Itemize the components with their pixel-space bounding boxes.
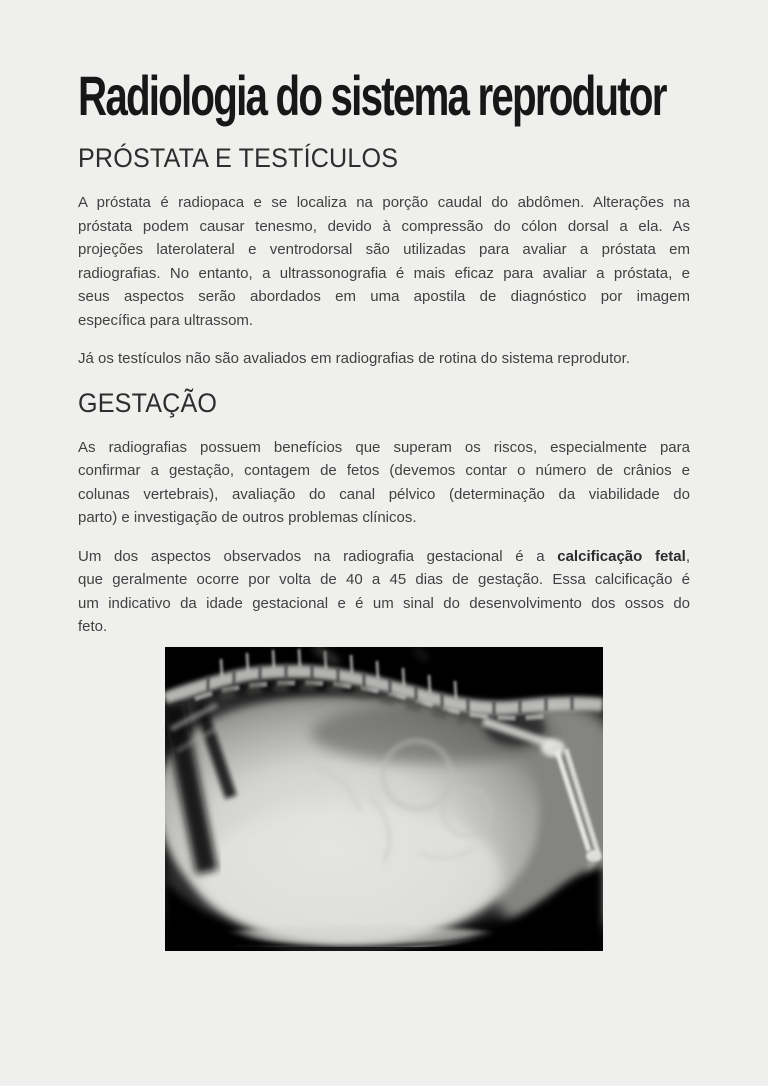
text-line: A próstata é radiopaca e se localiza na porção caudal do abdômen. Alterações na <box>78 194 690 211</box>
text-segment: Um dos aspectos observados na radiografia gestacional é a <box>78 547 558 565</box>
paragraph-gestacao-2 <box>78 545 690 639</box>
text-line: confirmar a gestação, contagem de fetos (devemos contar o número de crânios e <box>78 462 690 479</box>
text-line: específica para ultrassom. <box>78 311 254 329</box>
text-line: seus aspectos serão abordados em uma apostila de diagnóstico por imagem <box>78 288 690 305</box>
text-line: parto) e investigação de outros problemas clínicos. <box>78 509 417 526</box>
paragraph-gestacao-1 <box>78 436 690 530</box>
text-segment: , <box>685 547 690 565</box>
bold-term-calcificacao-fetal: calcificação fetal <box>557 547 686 565</box>
text-line: projeções laterolateral e ventrodorsal são utilizadas para avaliar a próstata em <box>78 241 690 258</box>
xray-figure <box>165 647 603 951</box>
section-heading-gestacao: GESTAÇÃO <box>78 387 218 418</box>
text-line: feto. <box>78 618 108 635</box>
paragraph-prostata-1 <box>78 191 690 332</box>
text-line: As radiografias possuem benefícios que superam os riscos, especialmente para <box>78 438 690 456</box>
text-line <box>78 545 690 569</box>
text-line: Já os testículos não são avaliados em radiografias de rotina do sistema reprodutor. <box>78 350 630 367</box>
text-line: um indicativo da idade gestacional e é um sinal do desenvolvimento dos ossos do <box>78 594 690 612</box>
text-line: que geralmente ocorre por volta de 40 a 45 dias de gestação. Essa calcificação é <box>78 571 690 588</box>
text-line: próstata podem causar tenesmo, devido à compressão do cólon dorsal a ela. As <box>78 217 690 235</box>
page-title: Radiologia do sistema reprodutor <box>78 64 666 127</box>
text-line: radiografias. No entanto, a ultrassonografia é mais eficaz para avaliar a próstata, e <box>78 264 690 282</box>
paragraph-prostata-2 <box>78 347 690 371</box>
xray-image <box>165 647 603 951</box>
text-line: colunas vertebrais), avaliação do canal pélvico (determinação da viabilidade do <box>78 485 690 503</box>
section-heading-prostata: PRÓSTATA E TESTÍCULOS <box>78 143 399 173</box>
